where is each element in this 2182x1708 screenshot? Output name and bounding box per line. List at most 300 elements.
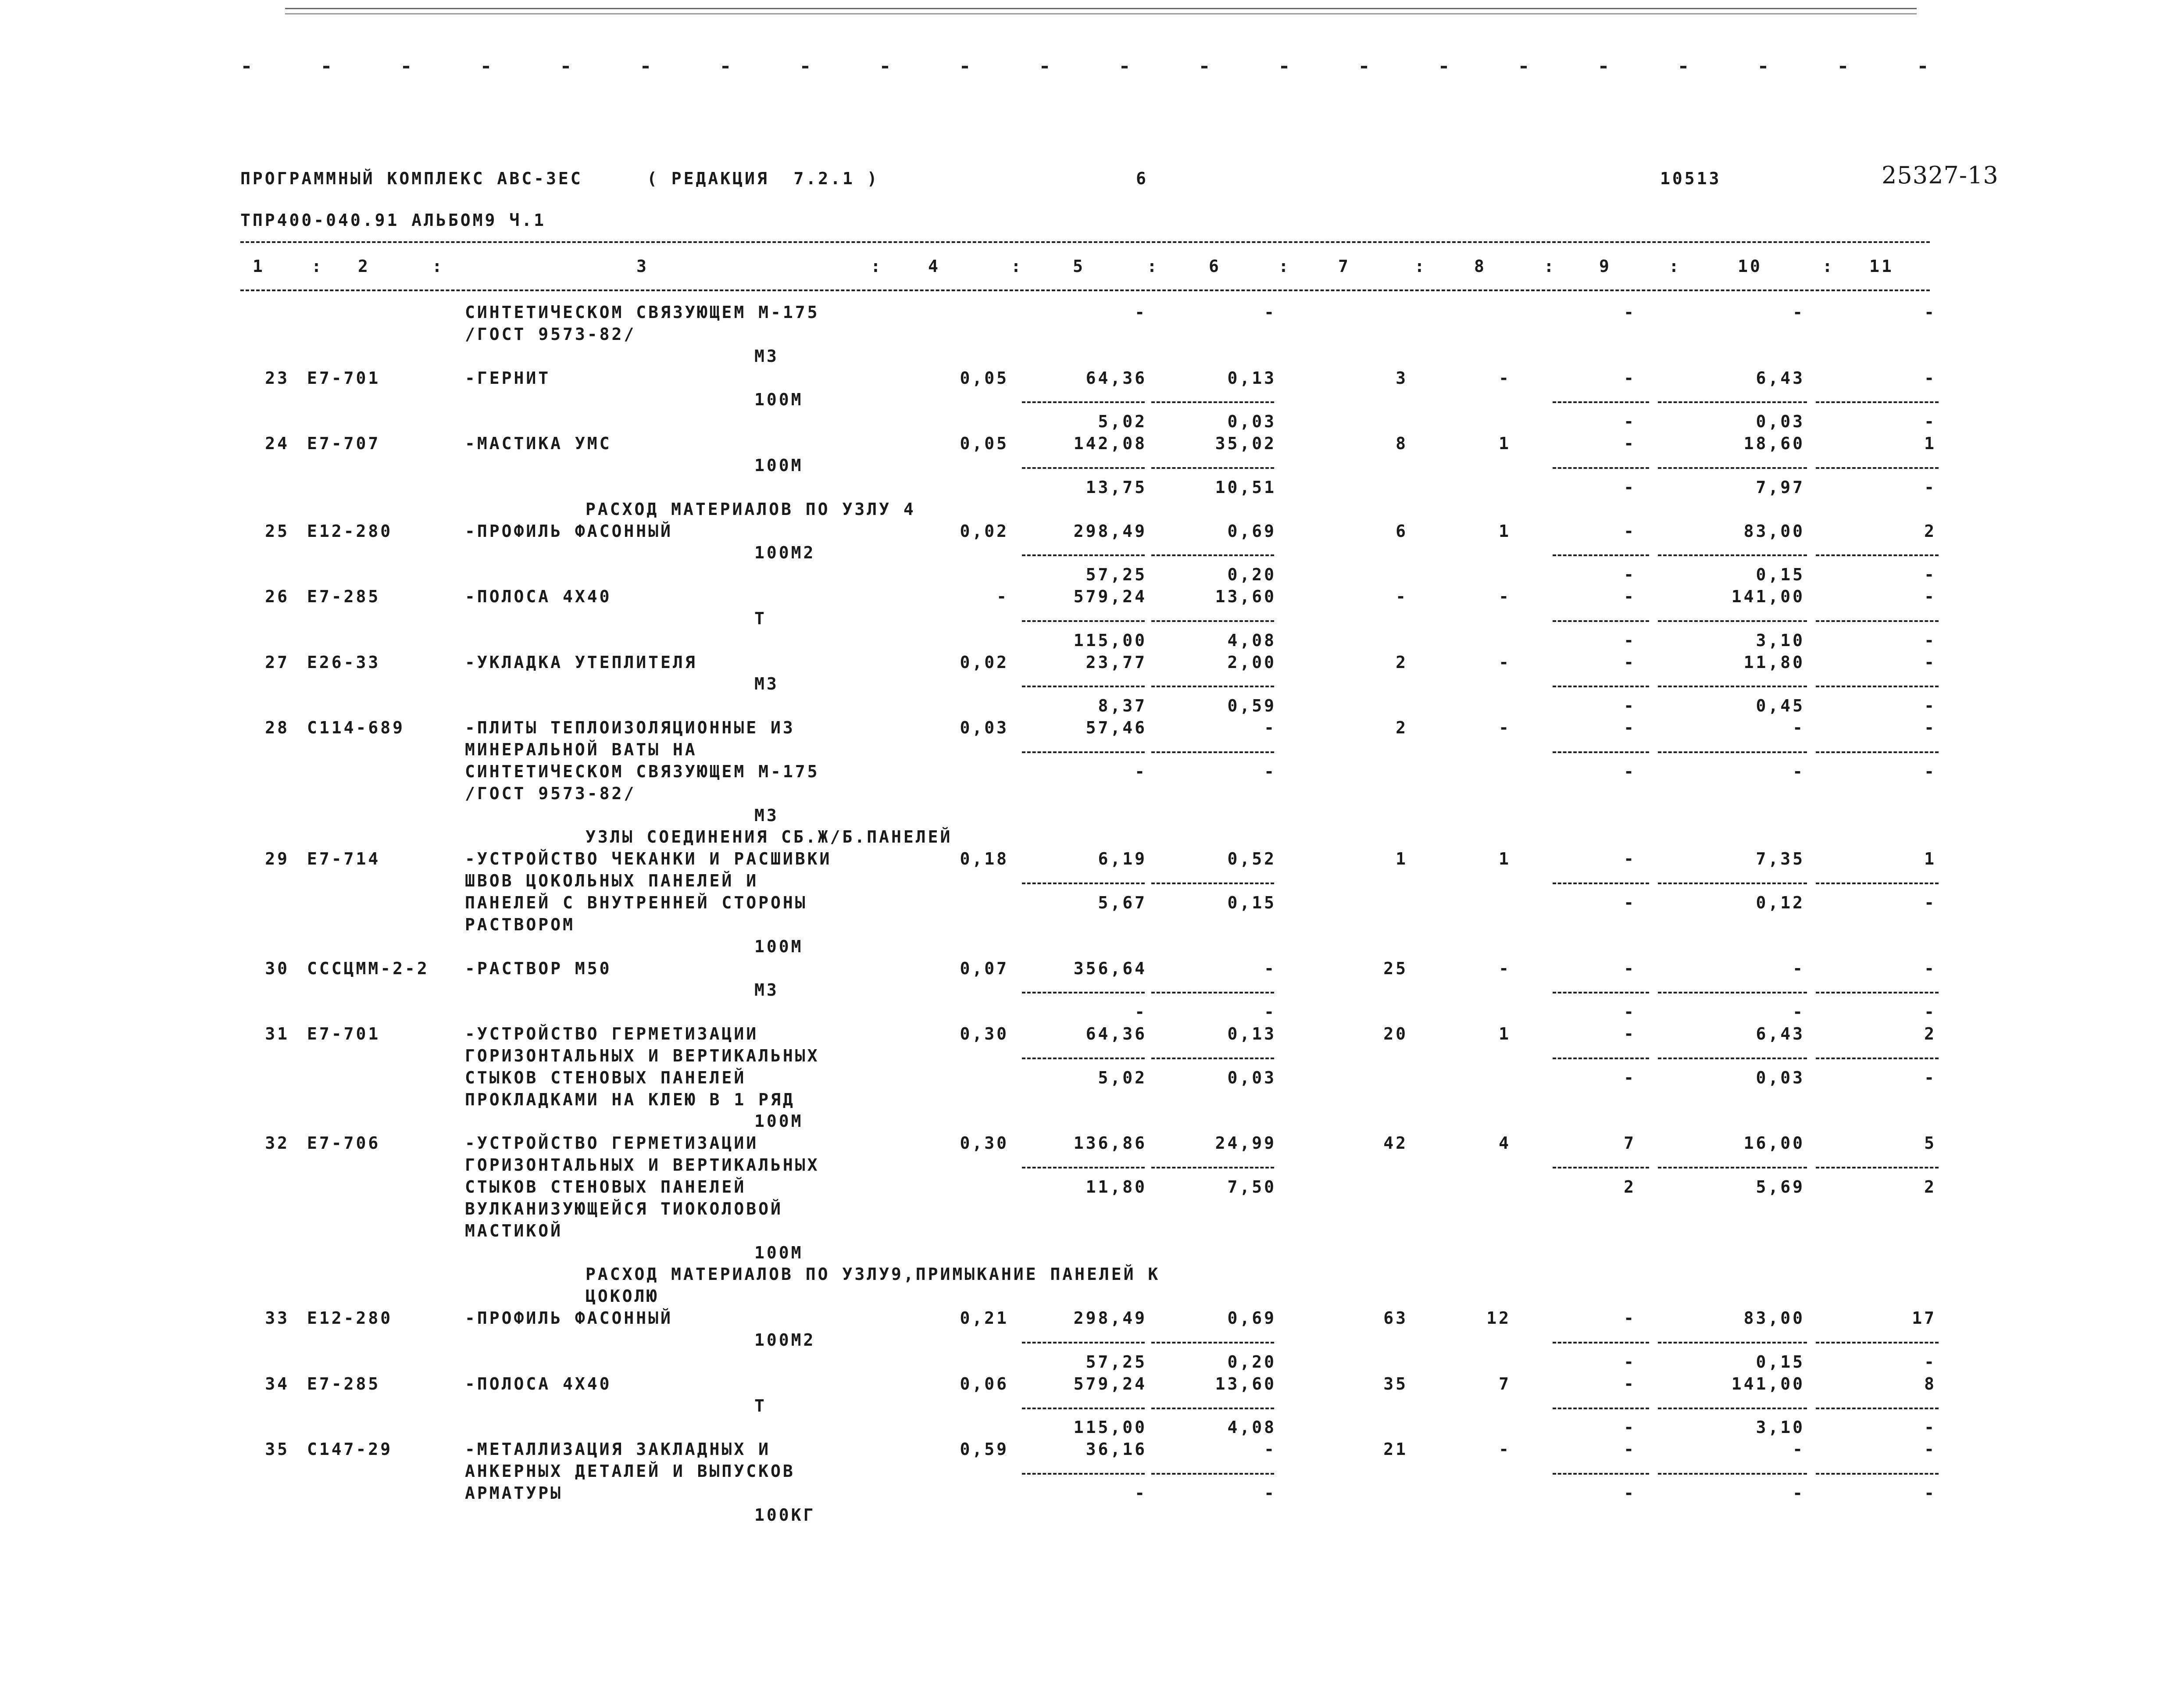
wage-price: 0,69 bbox=[1227, 1308, 1276, 1328]
unit-price: 5,02 bbox=[1098, 412, 1147, 432]
total-cost: 2 bbox=[1396, 652, 1408, 672]
total-cost: 20 bbox=[1383, 1024, 1408, 1044]
wage-total: - bbox=[1499, 652, 1511, 672]
unit-price: 8,37 bbox=[1098, 696, 1147, 716]
material-norm: 3,10 bbox=[1756, 630, 1805, 650]
item-description: ШВОВ ЦОКОЛЬНЫХ ПАНЕЛЕЙ И bbox=[465, 871, 759, 891]
subtotal-dash-line bbox=[1816, 751, 1939, 753]
wage-total: 12 bbox=[1486, 1308, 1511, 1328]
material-norm: 0,45 bbox=[1756, 696, 1805, 716]
material-norm: 6,43 bbox=[1756, 368, 1805, 388]
unit-price: 5,67 bbox=[1098, 893, 1147, 912]
unit-price: 11,80 bbox=[1086, 1177, 1147, 1197]
perforation-mark bbox=[1760, 66, 1766, 68]
column-header-2: 2 bbox=[358, 257, 370, 276]
subtotal-dash-line bbox=[1816, 1058, 1939, 1059]
material-total: - bbox=[1924, 718, 1936, 738]
machine-cost: - bbox=[1624, 718, 1636, 738]
item-description: -ПРОФИЛЬ ФАСОННЫЙ bbox=[465, 521, 673, 541]
section-heading: РАСХОД МАТЕРИАЛОВ ПО УЗЛУ9,ПРИМЫКАНИЕ ПАНЕЛЕЙ К bbox=[586, 1265, 1161, 1284]
material-total: - bbox=[1924, 587, 1936, 607]
top-edge-line bbox=[285, 8, 1917, 9]
subtotal-dash-line bbox=[1816, 883, 1939, 884]
subtotal-dash-line bbox=[1816, 620, 1939, 622]
material-norm: 0,03 bbox=[1756, 412, 1805, 432]
item-description: -ПОЛОСА 4Х40 bbox=[465, 1374, 612, 1394]
column-separator: : bbox=[1147, 257, 1159, 276]
row-number: 28 bbox=[265, 718, 289, 738]
column-separator: : bbox=[1544, 257, 1556, 276]
machine-cost: - bbox=[1624, 630, 1636, 650]
material-total: 5 bbox=[1924, 1133, 1936, 1153]
row-number: 27 bbox=[265, 652, 289, 672]
item-description: МАСТИКОЙ bbox=[465, 1221, 563, 1240]
item-description: АРМАТУРЫ bbox=[465, 1483, 563, 1503]
item-description: ГОРИЗОНТАЛЬНЫХ И ВЕРТИКАЛЬНЫХ bbox=[465, 1155, 820, 1175]
quantity: 0,30 bbox=[960, 1024, 1009, 1044]
column-header-3: 3 bbox=[636, 257, 649, 276]
perforation-mark bbox=[563, 66, 569, 68]
wage-price: 13,60 bbox=[1215, 587, 1276, 607]
unit-price: 6,19 bbox=[1098, 849, 1147, 869]
machine-cost: - bbox=[1624, 1418, 1636, 1437]
material-norm: 18,60 bbox=[1743, 434, 1805, 454]
material-total: - bbox=[1924, 303, 1936, 322]
perforation-mark bbox=[1281, 66, 1287, 68]
column-header-4: 4 bbox=[928, 257, 940, 276]
perforation-mark bbox=[1680, 66, 1686, 68]
row-number: 33 bbox=[265, 1308, 289, 1328]
quantity: 0,05 bbox=[960, 368, 1009, 388]
material-total: - bbox=[1924, 1483, 1936, 1503]
subtotal-dash-line bbox=[1151, 1167, 1274, 1168]
column-header-6: 6 bbox=[1209, 257, 1221, 276]
perforation-mark bbox=[643, 66, 649, 68]
subtotal-dash-line bbox=[1816, 1167, 1939, 1168]
subtotal-dash-line bbox=[1022, 401, 1145, 403]
material-total: - bbox=[1924, 368, 1936, 388]
perforation-mark bbox=[1920, 66, 1926, 68]
item-description: -РАСТВОР М50 bbox=[465, 958, 612, 978]
subtotal-dash-line bbox=[1658, 401, 1807, 403]
wage-total: 1 bbox=[1499, 434, 1511, 454]
wage-price: 0,59 bbox=[1227, 696, 1276, 716]
unit-price: 142,08 bbox=[1073, 434, 1147, 454]
total-cost: 8 bbox=[1396, 434, 1408, 454]
machine-cost: - bbox=[1624, 477, 1636, 497]
unit-of-measure: 100КГ bbox=[754, 1505, 816, 1525]
perforation-mark bbox=[403, 66, 409, 68]
material-norm: 7,97 bbox=[1756, 477, 1805, 497]
subtotal-dash-line bbox=[1022, 467, 1145, 469]
row-number: 30 bbox=[265, 958, 289, 978]
material-norm: - bbox=[1793, 958, 1805, 978]
machine-cost: - bbox=[1624, 1440, 1636, 1459]
column-header-1: 1 bbox=[253, 257, 265, 276]
top-edge-line bbox=[285, 13, 1917, 14]
machine-cost: - bbox=[1624, 958, 1636, 978]
item-description: ГОРИЗОНТАЛЬНЫХ И ВЕРТИКАЛЬНЫХ bbox=[465, 1046, 820, 1065]
unit-price: 136,86 bbox=[1073, 1133, 1147, 1153]
norm-code: Е7-701 bbox=[307, 1024, 381, 1044]
subtotal-dash-line bbox=[1553, 883, 1649, 884]
machine-cost: - bbox=[1624, 587, 1636, 607]
unit-price: 115,00 bbox=[1073, 1418, 1147, 1437]
unit-price: 57,25 bbox=[1086, 565, 1147, 585]
row-number: 25 bbox=[265, 521, 289, 541]
material-norm: 0,03 bbox=[1756, 1068, 1805, 1087]
subtotal-dash-line bbox=[1658, 1342, 1807, 1344]
wage-price: 35,02 bbox=[1215, 434, 1276, 454]
perforation-mark bbox=[1521, 66, 1527, 68]
wage-price: - bbox=[1264, 958, 1276, 978]
machine-cost: - bbox=[1624, 1374, 1636, 1394]
unit-of-measure: 100М bbox=[754, 936, 804, 956]
row-number: 35 bbox=[265, 1440, 289, 1459]
subtotal-dash-line bbox=[1151, 467, 1274, 469]
norm-code: С114-689 bbox=[307, 718, 405, 738]
quantity: 0,02 bbox=[960, 652, 1009, 672]
section-heading: УЗЛЫ СОЕДИНЕНИЯ СБ.Ж/Б.ПАНЕЛЕЙ bbox=[586, 827, 953, 847]
material-norm: 0,15 bbox=[1756, 565, 1805, 585]
row-number: 24 bbox=[265, 434, 289, 454]
section-heading: РАСХОД МАТЕРИАЛОВ ПО УЗЛУ 4 bbox=[586, 499, 916, 519]
quantity: 0,07 bbox=[960, 958, 1009, 978]
subtotal-dash-line bbox=[1151, 992, 1274, 993]
wage-price: 24,99 bbox=[1215, 1133, 1276, 1153]
total-cost: 63 bbox=[1383, 1308, 1408, 1328]
subtotal-dash-line bbox=[1816, 1473, 1939, 1475]
norm-code: Е7-285 bbox=[307, 587, 381, 607]
material-total: - bbox=[1924, 652, 1936, 672]
subtotal-dash-line bbox=[1658, 620, 1807, 622]
subtotal-dash-line bbox=[1022, 1342, 1145, 1344]
wage-price: - bbox=[1264, 1002, 1276, 1022]
perforation-mark bbox=[962, 66, 968, 68]
norm-code: Е7-701 bbox=[307, 368, 381, 388]
norm-code: СССЦММ-2-2 bbox=[307, 958, 429, 978]
machine-cost: - bbox=[1624, 1308, 1636, 1328]
machine-cost: - bbox=[1624, 696, 1636, 716]
total-cost: 21 bbox=[1383, 1440, 1408, 1459]
subtotal-dash-line bbox=[1553, 1408, 1649, 1409]
quantity: 0,59 bbox=[960, 1440, 1009, 1459]
wage-total: - bbox=[1499, 958, 1511, 978]
unit-price: 13,75 bbox=[1086, 477, 1147, 497]
machine-cost: - bbox=[1624, 1024, 1636, 1044]
quantity: 0,18 bbox=[960, 849, 1009, 869]
wage-price: 2,00 bbox=[1227, 652, 1276, 672]
wage-total: - bbox=[1499, 587, 1511, 607]
machine-cost: - bbox=[1624, 565, 1636, 585]
item-description: СТЫКОВ СТЕНОВЫХ ПАНЕЛЕЙ bbox=[465, 1068, 746, 1087]
subtotal-dash-line bbox=[1022, 554, 1145, 556]
subtotal-dash-line bbox=[1022, 1408, 1145, 1409]
wage-price: 0,20 bbox=[1227, 565, 1276, 585]
total-cost: 1 bbox=[1396, 849, 1408, 869]
subtotal-dash-line bbox=[1658, 1473, 1807, 1475]
material-norm: 0,15 bbox=[1756, 1352, 1805, 1372]
unit-of-measure: 100М bbox=[754, 390, 804, 410]
subtotal-dash-line bbox=[1553, 992, 1649, 993]
perforation-mark bbox=[1121, 66, 1128, 68]
unit-price: - bbox=[1135, 761, 1147, 781]
material-total: 1 bbox=[1924, 849, 1936, 869]
material-total: - bbox=[1924, 958, 1936, 978]
subtotal-dash-line bbox=[1151, 686, 1274, 687]
subtotal-dash-line bbox=[1151, 883, 1274, 884]
machine-cost: - bbox=[1624, 368, 1636, 388]
subtotal-dash-line bbox=[1151, 554, 1274, 556]
item-description: МИНЕРАЛЬНОЙ ВАТЫ НА bbox=[465, 740, 697, 759]
quantity: 0,30 bbox=[960, 1133, 1009, 1153]
subtotal-dash-line bbox=[1022, 883, 1145, 884]
material-norm: 0,12 bbox=[1756, 893, 1805, 912]
wage-price: 4,08 bbox=[1227, 630, 1276, 650]
wage-total: 7 bbox=[1499, 1374, 1511, 1394]
subtotal-dash-line bbox=[1553, 1342, 1649, 1344]
wage-price: - bbox=[1264, 303, 1276, 322]
subtotal-dash-line bbox=[1658, 1167, 1807, 1168]
item-description: АНКЕРНЫХ ДЕТАЛЕЙ И ВЫПУСКОВ bbox=[465, 1461, 795, 1481]
total-cost: 2 bbox=[1396, 718, 1408, 738]
norm-code: С147-29 bbox=[307, 1440, 393, 1459]
material-total: - bbox=[1924, 565, 1936, 585]
material-total: 17 bbox=[1912, 1308, 1936, 1328]
material-norm: 11,80 bbox=[1743, 652, 1805, 672]
material-norm: 3,10 bbox=[1756, 1418, 1805, 1437]
material-norm: - bbox=[1793, 718, 1805, 738]
perforation-mark bbox=[802, 66, 808, 68]
material-total: 2 bbox=[1924, 1024, 1936, 1044]
perforation-mark bbox=[1840, 66, 1846, 68]
material-norm: 5,69 bbox=[1756, 1177, 1805, 1197]
column-header-9: 9 bbox=[1599, 257, 1611, 276]
subtotal-dash-line bbox=[1151, 401, 1274, 403]
item-description: -МЕТАЛЛИЗАЦИЯ ЗАКЛАДНЫХ И bbox=[465, 1440, 771, 1459]
subtotal-dash-line bbox=[1553, 401, 1649, 403]
machine-cost: 7 bbox=[1624, 1133, 1636, 1153]
material-norm: 16,00 bbox=[1743, 1133, 1805, 1153]
subtotal-dash-line bbox=[1553, 1473, 1649, 1475]
subtotal-dash-line bbox=[1553, 1058, 1649, 1059]
machine-cost: - bbox=[1624, 1068, 1636, 1087]
material-norm: 83,00 bbox=[1743, 1308, 1805, 1328]
norm-code: Е26-33 bbox=[307, 652, 381, 672]
norm-code: Е7-714 bbox=[307, 849, 381, 869]
machine-cost: - bbox=[1624, 1002, 1636, 1022]
norm-code: Е12-280 bbox=[307, 1308, 393, 1328]
wage-price: 0,69 bbox=[1227, 521, 1276, 541]
subtotal-dash-line bbox=[1022, 1058, 1145, 1059]
material-total: 1 bbox=[1924, 434, 1936, 454]
column-header-7: 7 bbox=[1338, 257, 1350, 276]
item-description: -ПОЛОСА 4Х40 bbox=[465, 587, 612, 607]
material-norm: - bbox=[1793, 1483, 1805, 1503]
subtotal-dash-line bbox=[1022, 686, 1145, 687]
material-total: - bbox=[1924, 412, 1936, 432]
subtotal-dash-line bbox=[1658, 467, 1807, 469]
unit-of-measure: М3 bbox=[754, 674, 779, 694]
material-total: - bbox=[1924, 696, 1936, 716]
item-description: -МАСТИКА УМС bbox=[465, 434, 612, 454]
machine-cost: 2 bbox=[1624, 1177, 1636, 1197]
perforation-mark bbox=[323, 66, 329, 68]
row-number: 23 bbox=[265, 368, 289, 388]
row-number: 29 bbox=[265, 849, 289, 869]
norm-code: Е12-280 bbox=[307, 521, 393, 541]
subtotal-dash-line bbox=[1816, 401, 1939, 403]
wage-price: 0,13 bbox=[1227, 1024, 1276, 1044]
column-separator: : bbox=[1414, 257, 1427, 276]
subtotal-dash-line bbox=[1658, 554, 1807, 556]
total-cost: 25 bbox=[1383, 958, 1408, 978]
subtotal-dash-line bbox=[1022, 1473, 1145, 1475]
wage-price: - bbox=[1264, 1483, 1276, 1503]
row-number: 31 bbox=[265, 1024, 289, 1044]
machine-cost: - bbox=[1624, 893, 1636, 912]
item-description: РАСТВОРОМ bbox=[465, 915, 575, 934]
column-header-8: 8 bbox=[1474, 257, 1486, 276]
subtotal-dash-line bbox=[1151, 1473, 1274, 1475]
item-description: -ГЕРНИТ bbox=[465, 368, 551, 388]
unit-price: 64,36 bbox=[1086, 368, 1147, 388]
subtotal-dash-line bbox=[1022, 1167, 1145, 1168]
subtotal-dash-line bbox=[1553, 620, 1649, 622]
quantity: 0,05 bbox=[960, 434, 1009, 454]
material-total: 8 bbox=[1924, 1374, 1936, 1394]
document-code: 10513 bbox=[1660, 169, 1721, 188]
item-description: -УСТРОЙСТВО ЧЕКАНКИ И РАСШИВКИ bbox=[465, 849, 832, 869]
wage-price: 0,20 bbox=[1227, 1352, 1276, 1372]
wage-price: 0,15 bbox=[1227, 893, 1276, 912]
unit-of-measure: 100М2 bbox=[754, 543, 816, 563]
norm-code: Е7-707 bbox=[307, 434, 381, 454]
perforation-mark bbox=[483, 66, 489, 68]
subtotal-dash-line bbox=[1816, 1408, 1939, 1409]
unit-price: - bbox=[1135, 303, 1147, 322]
item-description: СИНТЕТИЧЕСКОМ СВЯЗУЮЩЕМ М-175 bbox=[465, 303, 820, 322]
wage-price: 13,60 bbox=[1215, 1374, 1276, 1394]
material-total: 2 bbox=[1924, 1177, 1936, 1197]
unit-price: - bbox=[1135, 1002, 1147, 1022]
unit-price: 579,24 bbox=[1073, 587, 1147, 607]
subtotal-dash-line bbox=[1022, 620, 1145, 622]
subtotal-dash-line bbox=[1022, 751, 1145, 753]
subtotal-dash-line bbox=[1553, 554, 1649, 556]
wage-price: 0,03 bbox=[1227, 412, 1276, 432]
subtotal-dash-line bbox=[1816, 992, 1939, 993]
quantity: 0,21 bbox=[960, 1308, 1009, 1328]
quantity: - bbox=[996, 587, 1009, 607]
perforation-mark bbox=[882, 66, 888, 68]
material-norm: 141,00 bbox=[1731, 587, 1805, 607]
row-number: 32 bbox=[265, 1133, 289, 1153]
quantity: 0,06 bbox=[960, 1374, 1009, 1394]
item-description: СИНТЕТИЧЕСКОМ СВЯЗУЮЩЕМ М-175 bbox=[465, 761, 820, 781]
subtotal-dash-line bbox=[1816, 686, 1939, 687]
album-subtitle: ТПР400-040.91 АЛЬБОМ9 Ч.1 bbox=[240, 211, 546, 230]
unit-price: 5,02 bbox=[1098, 1068, 1147, 1087]
wage-price: 0,52 bbox=[1227, 849, 1276, 869]
column-separator: : bbox=[1669, 257, 1681, 276]
wage-total: 1 bbox=[1499, 521, 1511, 541]
machine-cost: - bbox=[1624, 412, 1636, 432]
perforation-mark bbox=[1042, 66, 1048, 68]
unit-of-measure: 100М bbox=[754, 1111, 804, 1131]
unit-price: 23,77 bbox=[1086, 652, 1147, 672]
unit-of-measure: М3 bbox=[754, 805, 779, 825]
subtotal-dash-line bbox=[1658, 686, 1807, 687]
machine-cost: - bbox=[1624, 1352, 1636, 1372]
quantity: 0,02 bbox=[960, 521, 1009, 541]
unit-of-measure: 100М2 bbox=[754, 1330, 816, 1350]
wage-price: 4,08 bbox=[1227, 1418, 1276, 1437]
material-total: - bbox=[1924, 1352, 1936, 1372]
item-description: СТЫКОВ СТЕНОВЫХ ПАНЕЛЕЙ bbox=[465, 1177, 746, 1197]
material-total: - bbox=[1924, 1440, 1936, 1459]
subtotal-dash-line bbox=[1816, 467, 1939, 469]
column-separator: : bbox=[1278, 257, 1291, 276]
subtotal-dash-line bbox=[1816, 554, 1939, 556]
machine-cost: - bbox=[1624, 652, 1636, 672]
wage-total: - bbox=[1499, 718, 1511, 738]
material-norm: - bbox=[1793, 1440, 1805, 1459]
wage-price: - bbox=[1264, 1440, 1276, 1459]
column-separator: : bbox=[1822, 257, 1835, 276]
material-norm: 83,00 bbox=[1743, 521, 1805, 541]
norm-code: Е7-285 bbox=[307, 1374, 381, 1394]
perforation-mark bbox=[722, 66, 729, 68]
column-separator: : bbox=[1011, 257, 1023, 276]
column-separator: : bbox=[871, 257, 883, 276]
item-description: -ПРОФИЛЬ ФАСОННЫЙ bbox=[465, 1308, 673, 1328]
wage-price: 7,50 bbox=[1227, 1177, 1276, 1197]
section-heading: ЦОКОЛЮ bbox=[586, 1286, 659, 1306]
perforation-mark bbox=[1201, 66, 1207, 68]
material-total: - bbox=[1924, 630, 1936, 650]
wage-price: 10,51 bbox=[1215, 477, 1276, 497]
perforation-mark bbox=[1361, 66, 1367, 68]
quantity: 0,03 bbox=[960, 718, 1009, 738]
subtotal-dash-line bbox=[1658, 1058, 1807, 1059]
subtotal-dash-line bbox=[1553, 751, 1649, 753]
subtotal-dash-line bbox=[1658, 992, 1807, 993]
wage-total: - bbox=[1499, 368, 1511, 388]
perforation-mark bbox=[1600, 66, 1607, 68]
material-total: - bbox=[1924, 1068, 1936, 1087]
subtotal-dash-line bbox=[1553, 686, 1649, 687]
norm-code: Е7-706 bbox=[307, 1133, 381, 1153]
unit-price: 57,25 bbox=[1086, 1352, 1147, 1372]
wage-total: 1 bbox=[1499, 1024, 1511, 1044]
program-title: ПРОГРАММНЫЙ КОМПЛЕКС АВС-3ЕС bbox=[240, 169, 583, 188]
item-description: -ПЛИТЫ ТЕПЛОИЗОЛЯЦИОННЫЕ ИЗ bbox=[465, 718, 795, 738]
item-description: -УСТРОЙСТВО ГЕРМЕТИЗАЦИИ bbox=[465, 1133, 759, 1153]
machine-cost: - bbox=[1624, 1483, 1636, 1503]
item-description: ПРОКЛАДКАМИ НА КЛЕЮ В 1 РЯД bbox=[465, 1090, 795, 1109]
row-number: 34 bbox=[265, 1374, 289, 1394]
item-description: /ГОСТ 9573-82/ bbox=[465, 324, 636, 344]
header-rule-bottom bbox=[240, 289, 1930, 291]
column-separator: : bbox=[432, 257, 444, 276]
item-description: -УСТРОЙСТВО ГЕРМЕТИЗАЦИИ bbox=[465, 1024, 759, 1044]
material-total: - bbox=[1924, 893, 1936, 912]
wage-total: 4 bbox=[1499, 1133, 1511, 1153]
subtotal-dash-line bbox=[1151, 1058, 1274, 1059]
perforation-mark bbox=[243, 66, 250, 68]
unit-price: 57,46 bbox=[1086, 718, 1147, 738]
